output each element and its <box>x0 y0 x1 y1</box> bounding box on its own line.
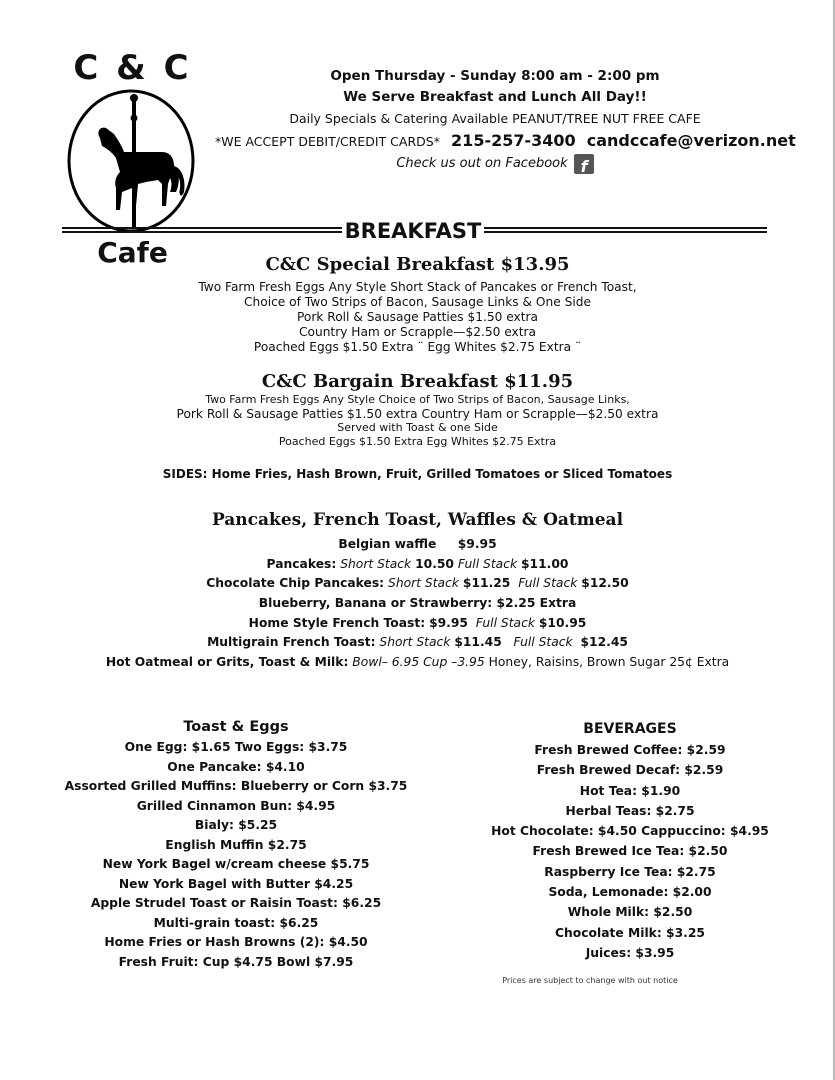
cafe-logo <box>60 48 205 269</box>
list-item: One Egg: $1.65 Two Eggs: $3.75 <box>124 740 348 754</box>
list-item: Fresh Brewed Decaf: $2.59 <box>536 763 724 778</box>
banner-rule-right <box>484 227 767 233</box>
special-line: Poached Eggs $1.50 Extra ¨ Egg Whites $2.75 Extra ¨ <box>253 340 582 354</box>
bargain-line: Pork Roll & Sausage Patties $1.50 extra Country Ham or Scrapple—$2.50 extra <box>176 407 659 421</box>
special-line: Choice of Two Strips of Bacon, Sausage Links & One Side <box>244 295 591 309</box>
banner-rule-left <box>62 227 342 233</box>
list-item: Multi-grain toast: $6.25 <box>153 915 319 930</box>
list-item: Home Style French Toast: $9.95 Full Stack $10.95 <box>248 615 587 630</box>
special-line: Two Farm Fresh Eggs Any Style Short Stack of Pancakes or French Toast, <box>198 280 637 294</box>
facebook-line[interactable] <box>215 152 775 176</box>
beverages-column <box>440 718 820 963</box>
header-info <box>215 66 796 176</box>
list-item: Home Fries or Hash Browns (2): $4.50 <box>104 935 368 949</box>
list-item: Belgian waffle $9.95 <box>338 537 497 551</box>
list-item: Multigrain French Toast: Short Stack $11.45 Full Stack $12.45 <box>207 635 628 650</box>
specials-note: Daily Specials & Catering Available PEANUT/TREE NUT FREE CAFE <box>289 111 701 126</box>
bargain-line: Poached Eggs $1.50 Extra Egg Whites $2.75 Extra <box>278 435 557 448</box>
section-title: BREAKFAST <box>344 219 482 243</box>
special-breakfast <box>0 254 835 355</box>
list-item: New York Bagel w/cream cheese $5.75 <box>102 857 370 871</box>
list-item: Fresh Brewed Coffee: $2.59 <box>534 743 726 757</box>
list-item: Fresh Fruit: Cup $4.75 Bowl $7.95 <box>118 954 354 969</box>
serve-note: We Serve Breakfast and Lunch All Day!! <box>343 89 647 105</box>
facebook-icon[interactable]: f <box>574 154 594 174</box>
facebook-text: Check us out on Facebook <box>396 156 568 171</box>
logo-bottom-text: Cafe <box>97 236 168 269</box>
list-item: Assorted Grilled Muffins: Blueberry or Corn $3.75 <box>64 779 408 793</box>
contact-line <box>215 129 796 152</box>
opening-hours: Open Thursday - Sunday 8:00 am - 2:00 pm <box>330 68 660 84</box>
sides-line: SIDES: Home Fries, Hash Brown, Fruit, Grilled Tomatoes or Sliced Tomatoes <box>162 467 673 481</box>
list-item: Apple Strudel Toast or Raisin Toast: $6.25 <box>90 896 382 910</box>
bargain-breakfast <box>0 371 835 449</box>
list-item: Chocolate Chip Pancakes: Short Stack $11.25 Full Stack $12.50 <box>206 576 629 591</box>
list-item: Chocolate Milk: $3.25 <box>555 925 705 940</box>
list-item: Blueberry, Banana or Strawberry: $2.25 Extra <box>258 596 577 611</box>
list-item: Fresh Brewed Ice Tea: $2.50 <box>532 844 728 859</box>
list-item: New York Bagel with Butter $4.25 <box>118 876 354 891</box>
list-item: Pancakes: Short Stack 10.50 Full Stack $11.00 <box>266 556 569 571</box>
list-item: Hot Tea: $1.90 <box>579 783 681 798</box>
special-line: Country Ham or Scrapple—$2.50 extra <box>299 325 536 339</box>
list-item: Juices: $3.95 <box>585 945 675 960</box>
toast-title: Toast & Eggs <box>183 719 289 735</box>
special-title: C&C Special Breakfast $13.95 <box>265 254 570 275</box>
section-banner <box>62 218 767 244</box>
beverages-title: BEVERAGES <box>583 721 677 737</box>
list-item: Herbal Teas: $2.75 <box>565 803 695 818</box>
carousel-horse-icon <box>66 88 196 234</box>
pancakes-title: Pancakes, French Toast, Waffles & Oatmeal <box>211 510 624 530</box>
list-item: Raspberry Ice Tea: $2.75 <box>544 864 716 879</box>
logo-top-text: C & C <box>73 48 192 88</box>
phone-number[interactable]: 215-257-3400 <box>451 131 576 150</box>
list-item: One Pancake: $4.10 <box>167 759 305 774</box>
special-line: Pork Roll & Sausage Patties $1.50 extra <box>296 310 539 324</box>
list-item: Grilled Cinnamon Bun: $4.95 <box>136 798 336 813</box>
email-address[interactable]: candccafe@verizon.net <box>586 131 796 150</box>
list-item: Hot Chocolate: $4.50 Cappuccino: $4.95 <box>491 824 769 839</box>
bargain-line: Served with Toast & one Side <box>337 421 498 434</box>
bargain-title: C&C Bargain Breakfast $11.95 <box>261 371 574 392</box>
list-item: Whole Milk: $2.50 <box>567 905 693 920</box>
bargain-line: Two Farm Fresh Eggs Any Style Choice of Two Strips of Bacon, Sausage Links, <box>205 393 630 406</box>
list-item: Soda, Lemonade: $2.00 <box>548 885 712 900</box>
cards-note: *WE ACCEPT DEBIT/CREDIT CARDS* <box>215 134 440 149</box>
list-item: Bialy: $5.25 <box>194 818 278 832</box>
list-item: English Muffin $2.75 <box>165 837 307 852</box>
list-item: Hot Oatmeal or Grits, Toast & Milk: Bowl– 6.95 Cup –3.95 Honey, Raisins, Brown Sugar 25¢ Extra <box>105 655 730 670</box>
pancakes-list <box>0 535 835 673</box>
toast-eggs-column <box>40 716 432 972</box>
price-note: Prices are subject to change with out notice <box>502 976 678 985</box>
